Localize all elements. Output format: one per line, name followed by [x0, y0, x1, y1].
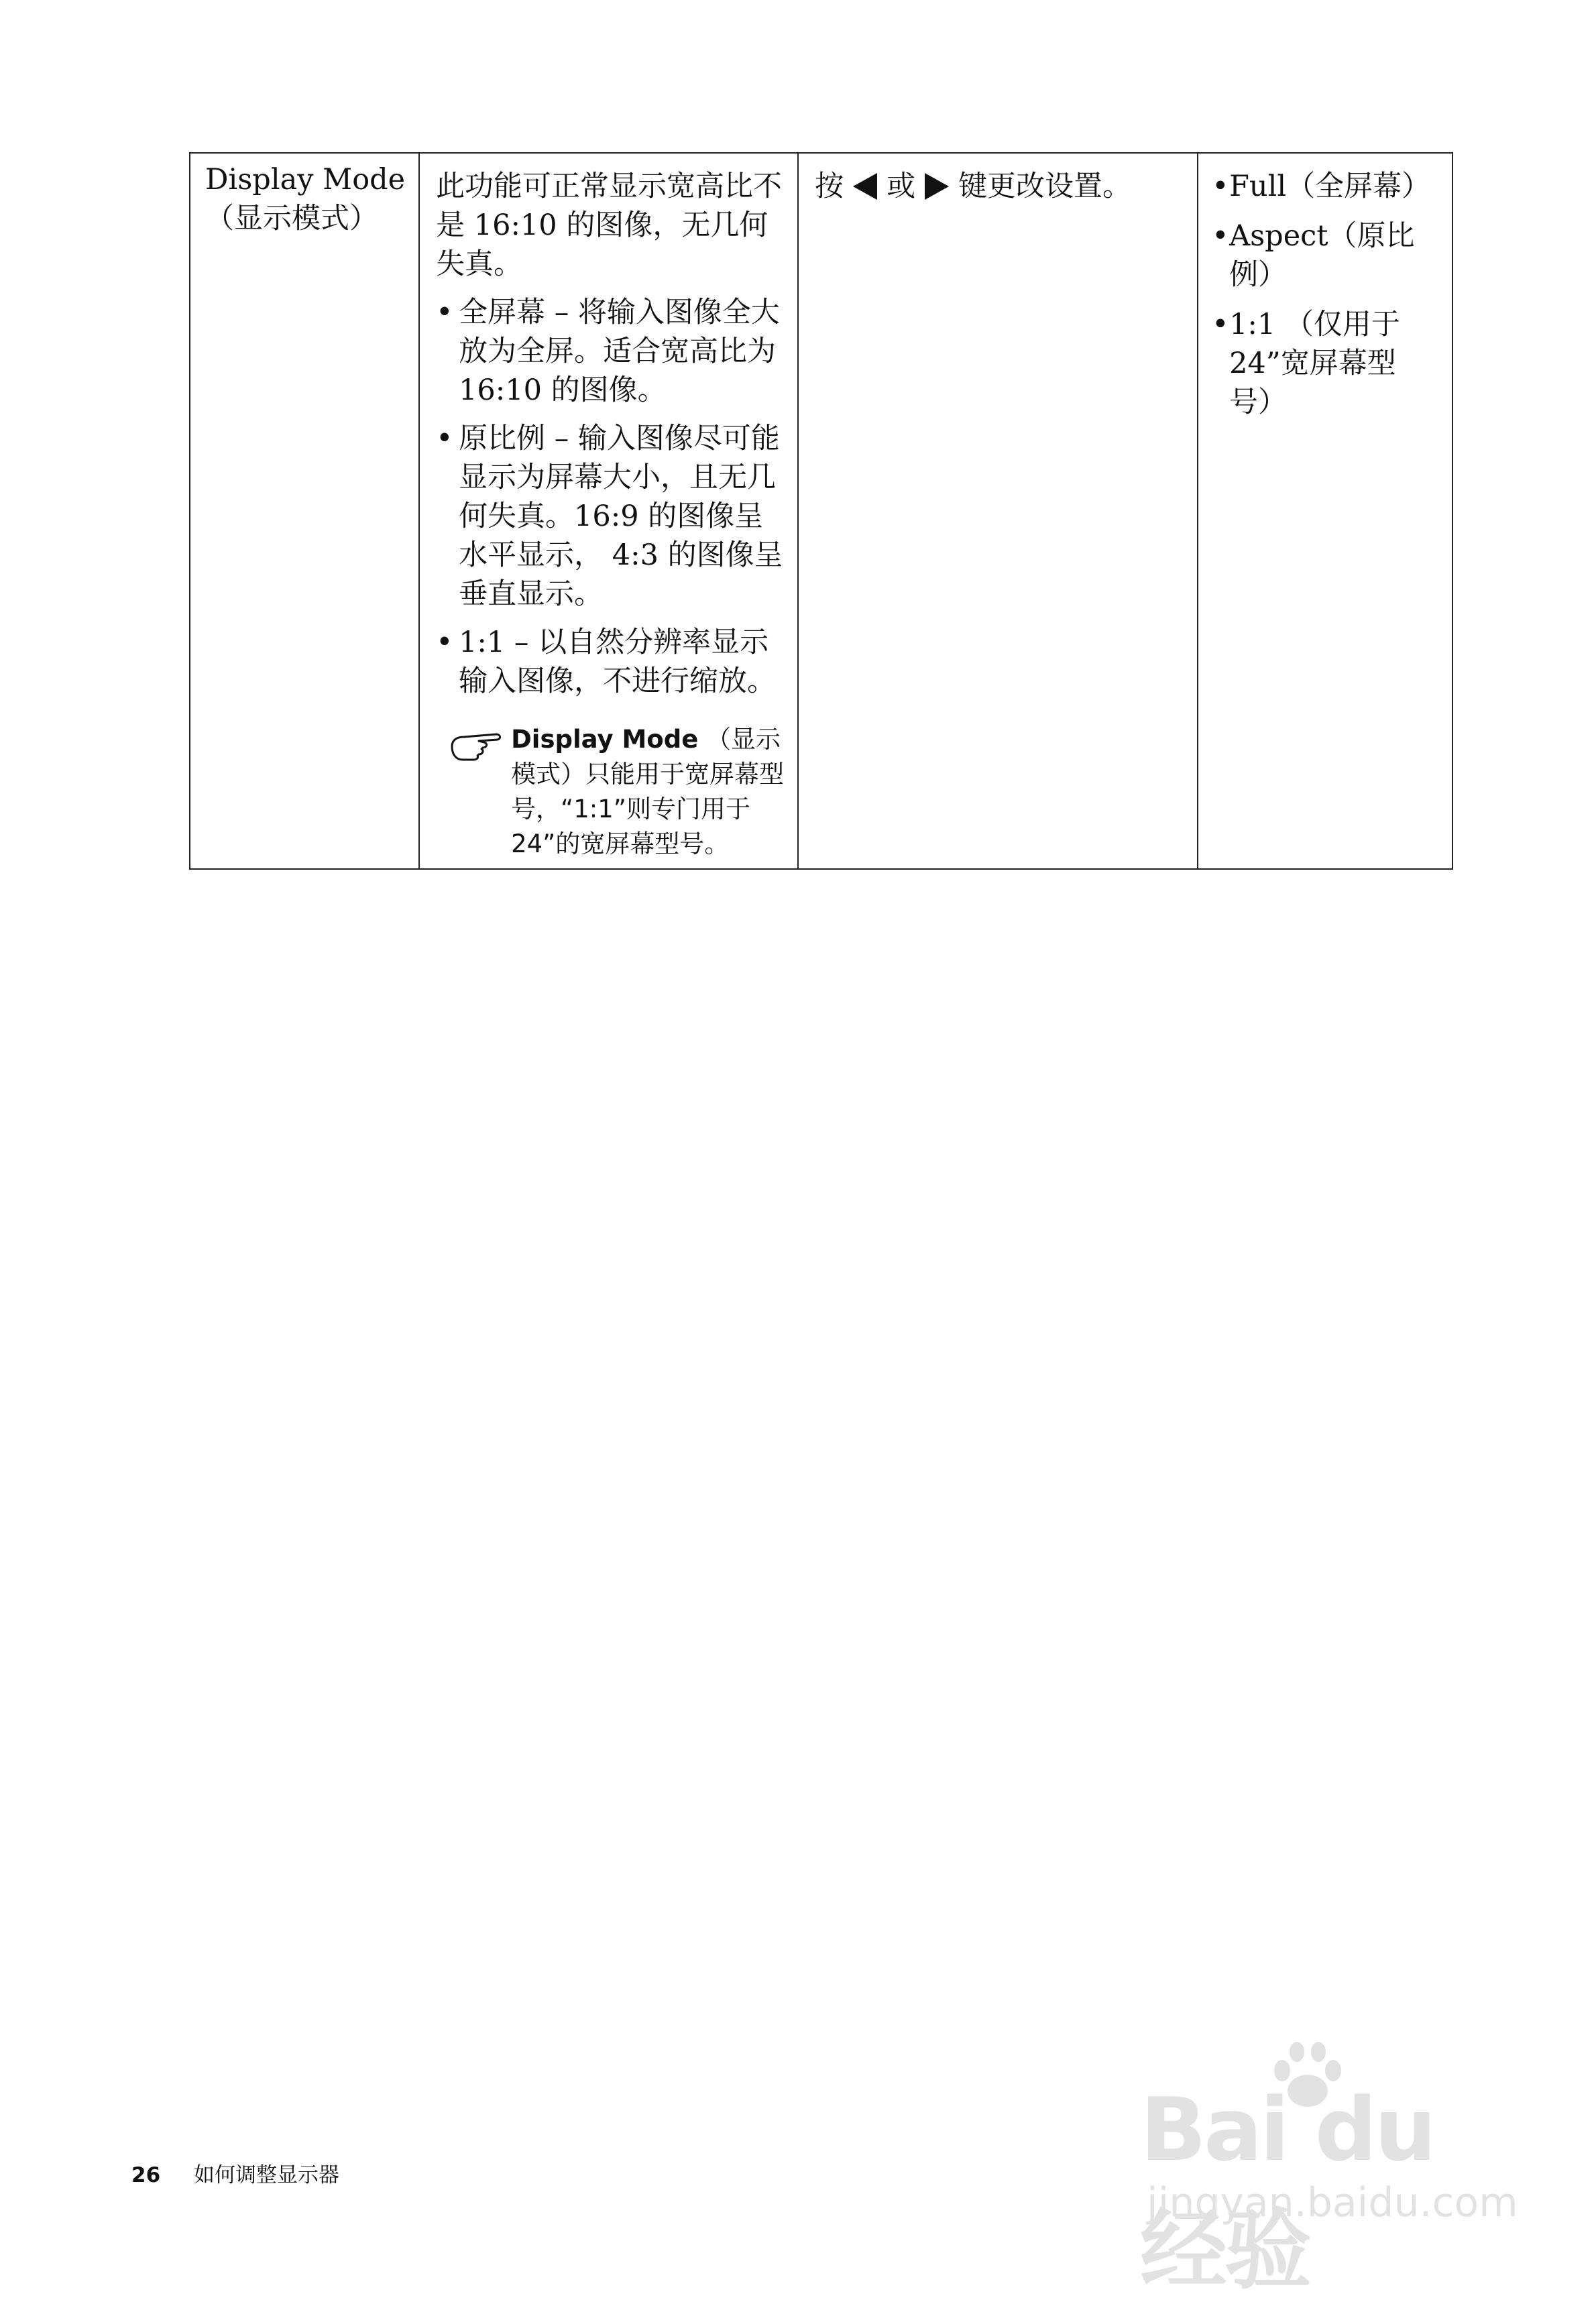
option-item — [1212, 305, 1438, 422]
setting-operation-cell — [798, 153, 1198, 869]
setting-name-en: Display Mode — [205, 163, 406, 196]
section-title: 如何调整显示器 — [194, 2163, 339, 2187]
left-arrow-icon — [853, 173, 877, 200]
operation-instruction — [815, 167, 1184, 206]
option-label: Aspect（原比例） — [1229, 219, 1415, 292]
table-row — [190, 153, 1452, 869]
operation-suffix: 键更改设置。 — [958, 170, 1132, 203]
note-bold-label: Display Mode — [511, 725, 699, 754]
description-bullet — [436, 419, 787, 614]
operation-middle: 或 — [887, 170, 916, 203]
setting-name-cell — [190, 153, 419, 869]
right-arrow-icon — [925, 173, 949, 200]
note — [436, 722, 787, 862]
bullet-icon: • — [1212, 170, 1229, 203]
setting-range-cell — [1198, 153, 1452, 869]
bullet-text: 原比例 – 输入图像尽可能显示为屏幕大小，且无几何失真。16:9 的图像呈水平显示， 4:3 的图像呈垂直显示。 — [459, 422, 783, 611]
settings-table — [189, 152, 1453, 870]
pointing-hand-icon — [449, 726, 504, 761]
bullet-text: 1:1 – 以自然分辨率显示输入图像，不进行缩放。 — [459, 626, 777, 698]
description-intro: 此功能可正常显示宽高比不是 16:10 的图像，无几何失真。 — [436, 170, 783, 281]
description-bullet — [436, 623, 787, 701]
option-item — [1212, 217, 1438, 294]
option-label: 1:1 （仅用于 24”宽屏幕型号） — [1229, 308, 1400, 419]
page-number: 26 — [131, 2163, 161, 2187]
bullet-text: 全屏幕 – 将输入图像全大放为全屏。适合宽高比为 16:10 的图像。 — [459, 296, 780, 407]
page-footer — [131, 2158, 339, 2188]
operation-prefix: 按 — [815, 170, 844, 203]
watermark-url: jingyan.baidu.com — [1147, 2179, 1518, 2226]
setting-name-cn: （显示模式） — [205, 202, 378, 235]
description-bullet — [436, 293, 787, 410]
note-text: （显示模式）只能用于宽屏幕型号，“1:1”则专门用于 24”的宽屏幕型号。 — [511, 725, 785, 858]
watermark-logo: Bai du 经验 — [1140, 2079, 1434, 2301]
option-label: Full（全屏幕） — [1229, 170, 1431, 203]
option-item — [1212, 167, 1438, 206]
bullet-icon: • — [436, 422, 453, 455]
setting-description-cell — [419, 153, 798, 869]
bullet-icon: • — [1212, 308, 1229, 341]
bullet-icon: • — [1212, 219, 1229, 253]
watermark — [1140, 2038, 1518, 2301]
bullet-icon: • — [436, 296, 453, 329]
bullet-icon: • — [436, 626, 453, 659]
